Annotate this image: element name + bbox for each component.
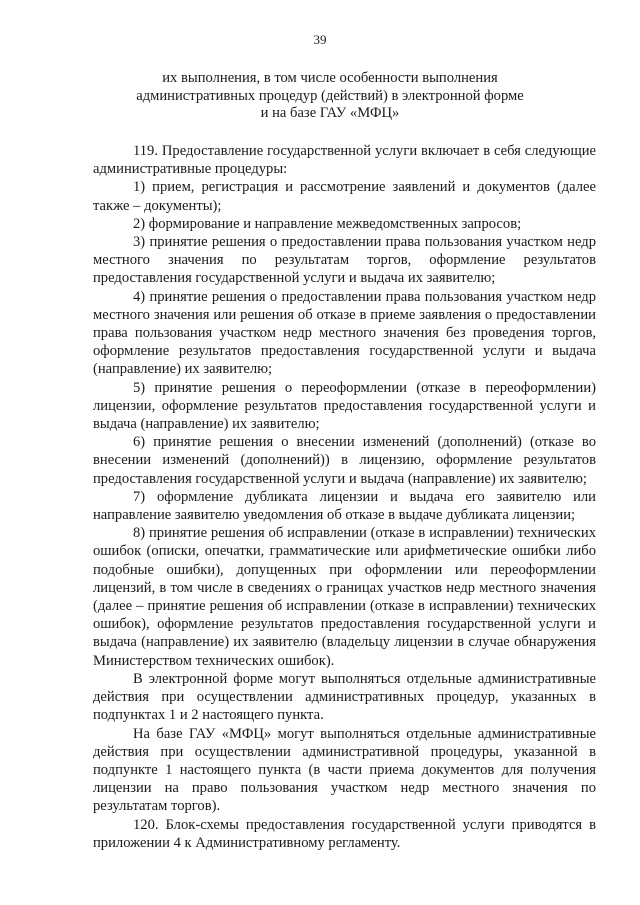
section-title-line: административных процедур (действий) в электронной форме	[136, 87, 524, 104]
list-item-7: 7) оформление дубликата лицензии и выдача его заявителю или направление заявителю уведомления об отказе в выдаче дубликата лицензии;	[93, 488, 596, 524]
section-title	[90, 70, 570, 123]
document-body	[93, 142, 596, 852]
section-title-line: и на базе ГАУ «МФЦ»	[260, 105, 400, 121]
mfc-paragraph: На базе ГАУ «МФЦ» могут выполняться отдельные административные действия при осуществлении административной процедуры, указанной в подпункте 1 настоящего пункта (в части приема документов для получения лицензии на право пользования участком недр местного значения по результатам торгов).	[93, 725, 596, 815]
paragraph-120: 120. Блок-схемы предоставления государственной услуги приводятся в приложении 4 к Административному регламенту.	[93, 816, 596, 851]
list-item-4: 4) принятие решения о предоставлении права пользования участком недр местного значения или решения об отказе в приеме заявления о предоставлении права пользования участком недр местного значения без проведения торгов, оформление результатов предоставления государственной услуги и выдача (направление) их заявителю;	[93, 288, 596, 378]
list-item-8: 8) принятие решения об исправлении (отказе в исправлении) технических ошибок (описки, опечатки, грамматические или арифметические ошибки либо подобные ошибки), допущенных при оформлении или переоформлении лицензий, в том числе в сведениях о границах участков недр местного значения (далее – принятие решения об исправлении (отказе в исправлении) технических ошибок), оформление результатов предоставления государственной услуги и выдача (направление) их заявителю (владельцу лицензии в случае обнаружения Министерством технических ошибок).	[93, 525, 596, 669]
paragraph-119-intro: 119. Предоставление государственной услуги включает в себя следующие административные процедуры:	[93, 143, 596, 178]
list-item-6: 6) принятие решения о внесении изменений (дополнений) (отказе во внесении изменений (дополнений)) в лицензию, оформление результатов предоставления государственной услуги и выдача (направление) их заявителю;	[93, 434, 596, 487]
list-item-3: 3) принятие решения о предоставлении права пользования участком недр местного значения по результатам торгов, оформление результатов предоставления государственной услуги и выдача их заявителю;	[93, 234, 596, 287]
list-item-5: 5) принятие решения о переоформлении (отказе в переоформлении) лицензии, оформление результатов предоставления государственной услуги и выдача (направление) их заявителю;	[93, 379, 596, 433]
list-item-1: 1) прием, регистрация и рассмотрение заявлений и документов (далее также – документы);	[93, 179, 596, 214]
section-title-line: их выполнения, в том числе особенности выполнения	[162, 70, 498, 86]
electronic-form-paragraph: В электронной форме могут выполняться отдельные административные действия при осуществлении административных процедур, указанных в подпунктах 1 и 2 настоящего пункта.	[93, 670, 596, 724]
list-item-2: 2) формирование и направление межведомственных запросов;	[133, 215, 522, 232]
page-number: 39	[313, 32, 327, 47]
